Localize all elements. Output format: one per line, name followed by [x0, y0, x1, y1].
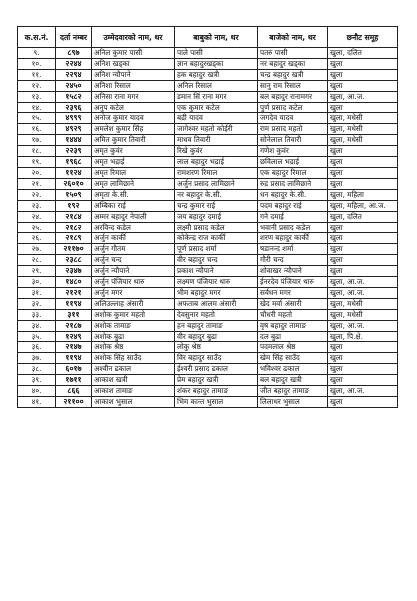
serial-cell: २३. — [18, 200, 56, 211]
category-cell: खुला — [328, 102, 398, 113]
candidate-name-cell: अशोक कुमार महतो — [92, 309, 175, 320]
table-row — [18, 277, 398, 288]
table-header-row — [18, 27, 398, 48]
roll-number-cell: ११९४ — [56, 298, 92, 309]
father-name-cell: लक्ष्मी प्रसाद कडेल — [175, 222, 258, 233]
category-cell: खुला, आ.ज. — [328, 287, 398, 298]
serial-cell: ३९. — [18, 375, 56, 386]
grandfather-name-cell: गने दमाई — [258, 211, 328, 222]
table-row — [18, 342, 398, 353]
candidate-name-cell: अनोज कुमार यादव — [92, 113, 175, 124]
father-name-cell: भीम बहादुर मगर — [175, 287, 258, 298]
candidate-name-cell: अनुप कटेल — [92, 102, 175, 113]
serial-cell: २८. — [18, 255, 56, 266]
grandfather-name-cell: जगदेव यादव — [258, 113, 328, 124]
serial-cell: २७. — [18, 244, 56, 255]
grandfather-name-cell: नर बहादुर खड्का — [258, 58, 328, 69]
table-row — [18, 211, 398, 222]
father-name-cell: अर्जुन प्रसाद लामिछाने — [175, 178, 258, 189]
candidate-table — [17, 26, 398, 408]
grandfather-name-cell: भवानी प्रसाद कडेल — [258, 222, 328, 233]
father-name-cell: लोकु श्रेष्ठ — [175, 342, 258, 353]
table-body — [18, 48, 398, 408]
table-row — [18, 255, 398, 266]
candidate-name-cell: आकाश भुसाल — [92, 397, 175, 408]
roll-number-cell: २२९४ — [56, 69, 92, 80]
category-cell: खुला — [328, 222, 398, 233]
candidate-name-cell: अलिउल्लाह अंसारी — [92, 298, 175, 309]
father-name-cell: प्रकाश न्यौपाने — [175, 266, 258, 277]
father-name-cell: प्रेम बहादुर खत्री — [175, 375, 258, 386]
grandfather-name-cell: धन बहादुर के.सी. — [258, 189, 328, 200]
grandfather-name-cell: शरण बहादुर कार्की — [258, 233, 328, 244]
category-cell: खुला — [328, 146, 398, 157]
candidate-name-cell: अमृत कुवंर — [92, 146, 175, 157]
grandfather-name-cell: राम प्रसाद महतो — [258, 124, 328, 135]
roll-number-cell: ११९४ — [56, 353, 92, 364]
table-row — [18, 309, 398, 320]
category-cell: खुला — [328, 58, 398, 69]
table-row — [18, 189, 398, 200]
candidate-list-sheet — [17, 26, 397, 408]
candidate-name-cell: अनिश खड्का — [92, 58, 175, 69]
serial-cell: १८. — [18, 146, 56, 157]
serial-cell: २४. — [18, 211, 56, 222]
table-row — [18, 266, 398, 277]
father-name-cell: चन्द्र कुमार राई — [175, 200, 258, 211]
category-cell: खुला — [328, 375, 398, 386]
roll-number-cell: २३४७ — [56, 266, 92, 277]
candidate-name-cell: अशोक तामाङ — [92, 320, 175, 331]
father-name-cell: कोकेन्द्र राज कार्की — [175, 233, 258, 244]
serial-cell: १२. — [18, 80, 56, 91]
table-row — [18, 331, 398, 342]
candidate-name-cell: आकाश तामाङ — [92, 386, 175, 397]
table-row — [18, 124, 398, 135]
category-cell: खुला — [328, 353, 398, 364]
serial-cell: ३६. — [18, 342, 56, 353]
grandfather-name-cell: शोवाखर न्यौपाने — [258, 266, 328, 277]
roll-number-cell: १५०९ — [56, 189, 92, 200]
grandfather-name-cell: षडानन्द शर्मा — [258, 244, 328, 255]
serial-cell: ४१. — [18, 397, 56, 408]
father-name-cell: पाले पासी — [175, 48, 258, 59]
candidate-name-cell: अमृत भद्राई — [92, 157, 175, 168]
category-cell: खुला — [328, 244, 398, 255]
header-father-name: बाबुको नाम, थर — [175, 27, 258, 48]
father-name-cell: जागेश्वर महतो कोईरी — [175, 124, 258, 135]
roll-number-cell: २१२१ — [56, 287, 92, 298]
category-cell: खुला — [328, 69, 398, 80]
father-name-cell: नर बहादुर के.सी. — [175, 189, 258, 200]
table-row — [18, 58, 398, 69]
roll-number-cell: १९२ — [56, 200, 92, 211]
category-cell: खुला, दलित — [328, 211, 398, 222]
roll-number-cell: २११७० — [56, 244, 92, 255]
table-row — [18, 102, 398, 113]
serial-cell: १७. — [18, 135, 56, 146]
father-name-cell: वीर बहादुर चन्द — [175, 255, 258, 266]
grandfather-name-cell: जीत बहादुर तामाङ — [258, 386, 328, 397]
serial-cell: १३. — [18, 91, 56, 102]
table-row — [18, 244, 398, 255]
category-cell: खुला, मधेसी — [328, 113, 398, 124]
serial-cell: २१. — [18, 178, 56, 189]
roll-number-cell: २१८९ — [56, 233, 92, 244]
father-name-cell: हन बहादुर तामाङ — [175, 320, 258, 331]
candidate-name-cell: अनिशा रिसाल — [92, 80, 175, 91]
roll-number-cell: ११२४ — [56, 167, 92, 178]
grandfather-name-cell: सानु राम रिसाल — [258, 80, 328, 91]
candidate-name-cell: अम्बिका राई — [92, 200, 175, 211]
grandfather-name-cell: सर्वधन मगर — [258, 287, 328, 298]
category-cell: खुला — [328, 342, 398, 353]
category-cell: खुला, आ.ज. — [328, 91, 398, 102]
roll-number-cell: ८६६ — [56, 386, 92, 397]
father-name-cell: अनिल रिसाल — [175, 80, 258, 91]
grandfather-name-cell: खेम सिंह साउँद — [258, 353, 328, 364]
roll-number-cell: २१८७ — [56, 320, 92, 331]
category-cell: खुला — [328, 178, 398, 189]
serial-cell: ३२. — [18, 298, 56, 309]
father-name-cell: शंकर बहादुर तामाङ — [175, 386, 258, 397]
grandfather-name-cell: पदमलाल श्रेष्ठ — [258, 342, 328, 353]
category-cell: खुला, महिला, आ.ज. — [328, 200, 398, 211]
table-row — [18, 135, 398, 146]
table-row — [18, 80, 398, 91]
category-cell: खुला — [328, 233, 398, 244]
category-cell: खुला, आ.ज. — [328, 386, 398, 397]
serial-cell: १०. — [18, 58, 56, 69]
grandfather-name-cell: गणेश कुवंर — [258, 146, 328, 157]
father-name-cell: माधव तिवारी — [175, 135, 258, 146]
category-cell: खुला — [328, 255, 398, 266]
category-cell: खुला, मधेसी — [328, 298, 398, 309]
roll-number-cell: २४५० — [56, 80, 92, 91]
table-row — [18, 167, 398, 178]
candidate-name-cell: अमृत लामिछाने — [92, 178, 175, 189]
roll-number-cell: ६०१७ — [56, 364, 92, 375]
father-name-cell: जय बहादुर दमाई — [175, 211, 258, 222]
father-name-cell: देवसुनार महतो — [175, 309, 258, 320]
serial-cell: २०. — [18, 167, 56, 178]
roll-number-cell: १७११ — [56, 375, 92, 386]
roll-number-cell: २३९६ — [56, 102, 92, 113]
table-row — [18, 364, 398, 375]
category-cell: खुला — [328, 397, 398, 408]
father-name-cell: रामशरण रिमाल — [175, 167, 258, 178]
grandfather-name-cell: वृष बहादुर तामाङ — [258, 320, 328, 331]
candidate-name-cell: अश्वीन ढकाल — [92, 364, 175, 375]
serial-cell: ४०. — [18, 386, 56, 397]
candidate-name-cell: अमृत रिमाल — [92, 167, 175, 178]
table-row — [18, 287, 398, 298]
table-row — [18, 298, 398, 309]
roll-number-cell: १९६८ — [56, 157, 92, 168]
category-cell: खुला, पि.क्षे. — [328, 331, 398, 342]
candidate-name-cell: अशोक बुढा — [92, 331, 175, 342]
father-name-cell: डमान सिं राना मगर — [175, 91, 258, 102]
serial-cell: २९. — [18, 266, 56, 277]
serial-cell: ११. — [18, 69, 56, 80]
category-cell: खुला, मधेसी — [328, 309, 398, 320]
grandfather-name-cell: चन्द्र बहादुर खत्री — [258, 69, 328, 80]
category-cell: खुला, दलित — [328, 48, 398, 59]
candidate-name-cell: अनिश न्यौपाने — [92, 69, 175, 80]
grandfather-name-cell: बल बहादुर खत्री — [258, 375, 328, 386]
roll-number-cell: २१८४ — [56, 211, 92, 222]
roll-number-cell: १२४९ — [56, 331, 92, 342]
table-row — [18, 178, 398, 189]
father-name-cell: बद्री यादव — [175, 113, 258, 124]
category-cell: खुला — [328, 364, 398, 375]
candidate-name-cell: अशोक श्रेष्ठ — [92, 342, 175, 353]
table-row — [18, 146, 398, 157]
father-name-cell: लाल बहादुर भद्राई — [175, 157, 258, 168]
candidate-name-cell: अशोक सिंह साउँद — [92, 353, 175, 364]
father-name-cell: लक्ष्मण पंजियार थारु — [175, 277, 258, 288]
candidate-name-cell: अर्जुन पंजियार थारु — [92, 277, 175, 288]
roll-number-cell: २१४७ — [56, 342, 92, 353]
father-name-cell: रिखे कुवंर — [175, 146, 258, 157]
grandfather-name-cell: खेद मर्वा अंसारी — [258, 298, 328, 309]
header-category: छनौट समूह — [328, 27, 398, 48]
candidate-name-cell: अमृता के.सी. — [92, 189, 175, 200]
category-cell: खुला — [328, 167, 398, 178]
table-row — [18, 397, 398, 408]
category-cell: खुला — [328, 266, 398, 277]
grandfather-name-cell: दल बुढा — [258, 331, 328, 342]
grandfather-name-cell: ईनरदेव पंजियार थारु — [258, 277, 328, 288]
header-grandfather-name: बाजेको नाम, थर — [258, 27, 328, 48]
category-cell: खुला, आ.ज. — [328, 320, 398, 331]
roll-number-cell: ३११ — [56, 309, 92, 320]
candidate-name-cell: आकाश खत्री — [92, 375, 175, 386]
roll-number-cell: ८९७ — [56, 48, 92, 59]
grandfather-name-cell: रुद्र प्रसाद लामिछाने — [258, 178, 328, 189]
serial-cell: ३५. — [18, 331, 56, 342]
grandfather-name-cell: पुर्ण प्रसाद कटेल — [258, 102, 328, 113]
grandfather-name-cell: पतरु पासी — [258, 48, 328, 59]
table-row — [18, 233, 398, 244]
father-name-cell: अफताब आलम अंसारी — [175, 298, 258, 309]
father-name-cell: हक बहादुर खत्री — [175, 69, 258, 80]
table-row — [18, 69, 398, 80]
serial-cell: १४. — [18, 102, 56, 113]
table-row — [18, 200, 398, 211]
roll-number-cell: ४९९९ — [56, 113, 92, 124]
header-roll-number: दर्ता नम्बर — [56, 27, 92, 48]
roll-number-cell: २३८८ — [56, 255, 92, 266]
grandfather-name-cell: बल बहादुर रानामगर — [258, 91, 328, 102]
roll-number-cell: २११०० — [56, 397, 92, 408]
serial-cell: ३१. — [18, 287, 56, 298]
serial-cell: १६. — [18, 124, 56, 135]
table-row — [18, 320, 398, 331]
header-candidate-name: उम्मेदवारको नाम, थर — [92, 27, 175, 48]
roll-number-cell: १४८० — [56, 277, 92, 288]
table-row — [18, 157, 398, 168]
candidate-name-cell: अनिसा राना मगर — [92, 91, 175, 102]
father-name-cell: भिम कान्त भुसाल — [175, 397, 258, 408]
father-name-cell: ज्ञान बहादुरखड्का — [175, 58, 258, 69]
table-row — [18, 375, 398, 386]
candidate-name-cell: अर्जुन कार्की — [92, 233, 175, 244]
candidate-name-cell: अमित कुमार तिवारी — [92, 135, 175, 146]
father-name-cell: विर बहादुर साउँद — [175, 353, 258, 364]
serial-cell: ३३. — [18, 309, 56, 320]
grandfather-name-cell: गौरी चन्द — [258, 255, 328, 266]
candidate-name-cell: अर्जुन न्यौपाने — [92, 266, 175, 277]
serial-cell: ९. — [18, 48, 56, 59]
table-row — [18, 353, 398, 364]
grandfather-name-cell: लिलाधर भुसाल — [258, 397, 328, 408]
father-name-cell: पूर्ण प्रसाद शर्मा — [175, 244, 258, 255]
serial-cell: ३७. — [18, 353, 56, 364]
serial-cell: ३८. — [18, 364, 56, 375]
header-serial: क.स.नं. — [18, 27, 56, 48]
roll-number-cell: १५८२ — [56, 91, 92, 102]
roll-number-cell: २२४४ — [56, 58, 92, 69]
table-row — [18, 222, 398, 233]
grandfather-name-cell: चौधरी महतो — [258, 309, 328, 320]
candidate-name-cell: अरविन्द कडेल — [92, 222, 175, 233]
category-cell: खुला, आ.ज. — [328, 277, 398, 288]
serial-cell: ३०. — [18, 277, 56, 288]
candidate-name-cell: अनिल कुमार पासी — [92, 48, 175, 59]
candidate-name-cell: अर्जुन मगर — [92, 287, 175, 298]
category-cell: खुला, मधेसी — [328, 124, 398, 135]
grandfather-name-cell: भविश्वर ढकाल — [258, 364, 328, 375]
serial-cell: १५. — [18, 113, 56, 124]
table-row — [18, 386, 398, 397]
candidate-name-cell: अमलेश कुमार सिंह — [92, 124, 175, 135]
roll-number-cell: २२३९ — [56, 146, 92, 157]
category-cell: खुला — [328, 157, 398, 168]
serial-cell: २५. — [18, 222, 56, 233]
candidate-name-cell: अर्जुन गौतम — [92, 244, 175, 255]
table-row — [18, 48, 398, 59]
roll-number-cell: ४९२९ — [56, 124, 92, 135]
serial-cell: १९. — [18, 157, 56, 168]
roll-number-cell: १४४४ — [56, 135, 92, 146]
category-cell: खुला, मधेसी — [328, 135, 398, 146]
serial-cell: २२. — [18, 189, 56, 200]
roll-number-cell: २१८२ — [56, 222, 92, 233]
grandfather-name-cell: सोनेलाल तिवारी — [258, 135, 328, 146]
roll-number-cell: २६०१० — [56, 178, 92, 189]
category-cell: खुला, महिला — [328, 189, 398, 200]
serial-cell: ३४. — [18, 320, 56, 331]
category-cell: खुला — [328, 80, 398, 91]
table-row — [18, 113, 398, 124]
father-name-cell: एक कुमार कटेल — [175, 102, 258, 113]
father-name-cell: वीर बहादुर बुढा — [175, 331, 258, 342]
grandfather-name-cell: छविलाल भद्राई — [258, 157, 328, 168]
serial-cell: २६. — [18, 233, 56, 244]
grandfather-name-cell: पदम बहादुर राई — [258, 200, 328, 211]
grandfather-name-cell: एक बहादुर रिमाल — [258, 167, 328, 178]
table-row — [18, 91, 398, 102]
candidate-name-cell: अर्जुन चन्द — [92, 255, 175, 266]
candidate-name-cell: अम्मर बहादुर नेपाली — [92, 211, 175, 222]
father-name-cell: ईश्वरी प्रसाद ढकाल — [175, 364, 258, 375]
